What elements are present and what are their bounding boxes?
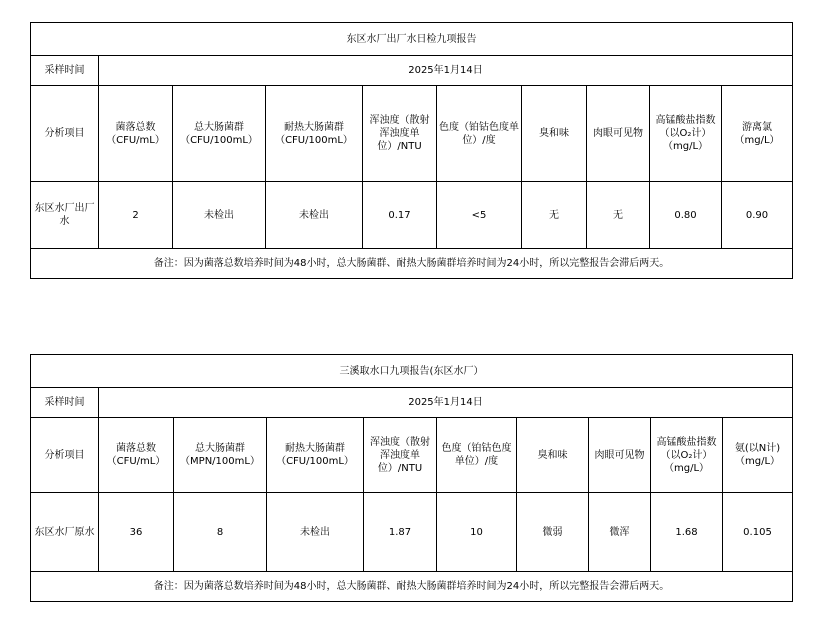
report-note: 备注：因为菌落总数培养时间为48小时，总大肠菌群、耐热大肠菌群培养时间为24小时，所以完整报告会滞后两天。 [31,572,793,602]
value-ammonia: 0.105 [723,493,793,572]
header-color: 色度（铂钴色度单位）/度 [437,418,517,493]
header-permanganate-index: 高锰酸盐指数（以O₂计） （mg/L） [651,418,723,493]
value-color: 10 [437,493,517,572]
value-odor-taste: 微弱 [517,493,589,572]
analysis-item-label: 分析项目 [31,86,99,182]
header-total-coliform: 总大肠菌群 （CFU/100mL） [173,86,266,182]
value-color: <5 [437,182,522,249]
value-free-chlorine: 0.90 [722,182,793,249]
header-odor-taste: 臭和味 [522,86,587,182]
header-total-coliform: 总大肠菌群 （MPN/100mL） [174,418,267,493]
value-turbidity: 0.17 [363,182,437,249]
report-table-east-plant-output [30,22,793,279]
sample-date: 2025年1月14日 [99,388,793,418]
value-permanganate-index: 1.68 [651,493,723,572]
value-thermotolerant-coliform: 未检出 [267,493,364,572]
sample-time-label: 采样时间 [31,388,99,418]
value-permanganate-index: 0.80 [650,182,722,249]
value-turbidity: 1.87 [364,493,437,572]
header-odor-taste: 臭和味 [517,418,589,493]
header-turbidity: 浑浊度（散射浑浊度单位）/NTU [363,86,437,182]
report-title: 东区水厂出厂水日检九项报告 [31,23,793,56]
sample-date: 2025年1月14日 [99,56,793,86]
value-visible-matter: 无 [587,182,650,249]
header-ammonia: 氨(以N计) （mg/L） [723,418,793,493]
value-visible-matter: 微浑 [589,493,651,572]
header-visible-matter: 肉眼可见物 [589,418,651,493]
value-odor-taste: 无 [522,182,587,249]
header-visible-matter: 肉眼可见物 [587,86,650,182]
header-thermotolerant-coliform: 耐热大肠菌群 （CFU/100mL） [266,86,363,182]
report-note: 备注：因为菌落总数培养时间为48小时，总大肠菌群、耐热大肠菌群培养时间为24小时，所以完整报告会滞后两天。 [31,249,793,279]
value-total-colony: 2 [99,182,173,249]
header-thermotolerant-coliform: 耐热大肠菌群 （CFU/100mL） [267,418,364,493]
value-total-coliform: 8 [174,493,267,572]
header-total-colony: 菌落总数 （CFU/mL） [99,418,174,493]
header-color: 色度（铂钴色度单位）/度 [437,86,522,182]
report-title: 三溪取水口九项报告(东区水厂） [31,355,793,388]
value-thermotolerant-coliform: 未检出 [266,182,363,249]
value-total-colony: 36 [99,493,174,572]
header-permanganate-index: 高锰酸盐指数（以O₂计） （mg/L） [650,86,722,182]
row-label: 东区水厂出厂水 [31,182,99,249]
row-label: 东区水厂原水 [31,493,99,572]
header-turbidity: 浑浊度（散射浑浊度单位）/NTU [364,418,437,493]
sample-time-label: 采样时间 [31,56,99,86]
report-table-sanxi-intake [30,354,793,602]
header-total-colony: 菌落总数 （CFU/mL） [99,86,173,182]
value-total-coliform: 未检出 [173,182,266,249]
analysis-item-label: 分析项目 [31,418,99,493]
header-free-chlorine: 游离氯 （mg/L） [722,86,793,182]
